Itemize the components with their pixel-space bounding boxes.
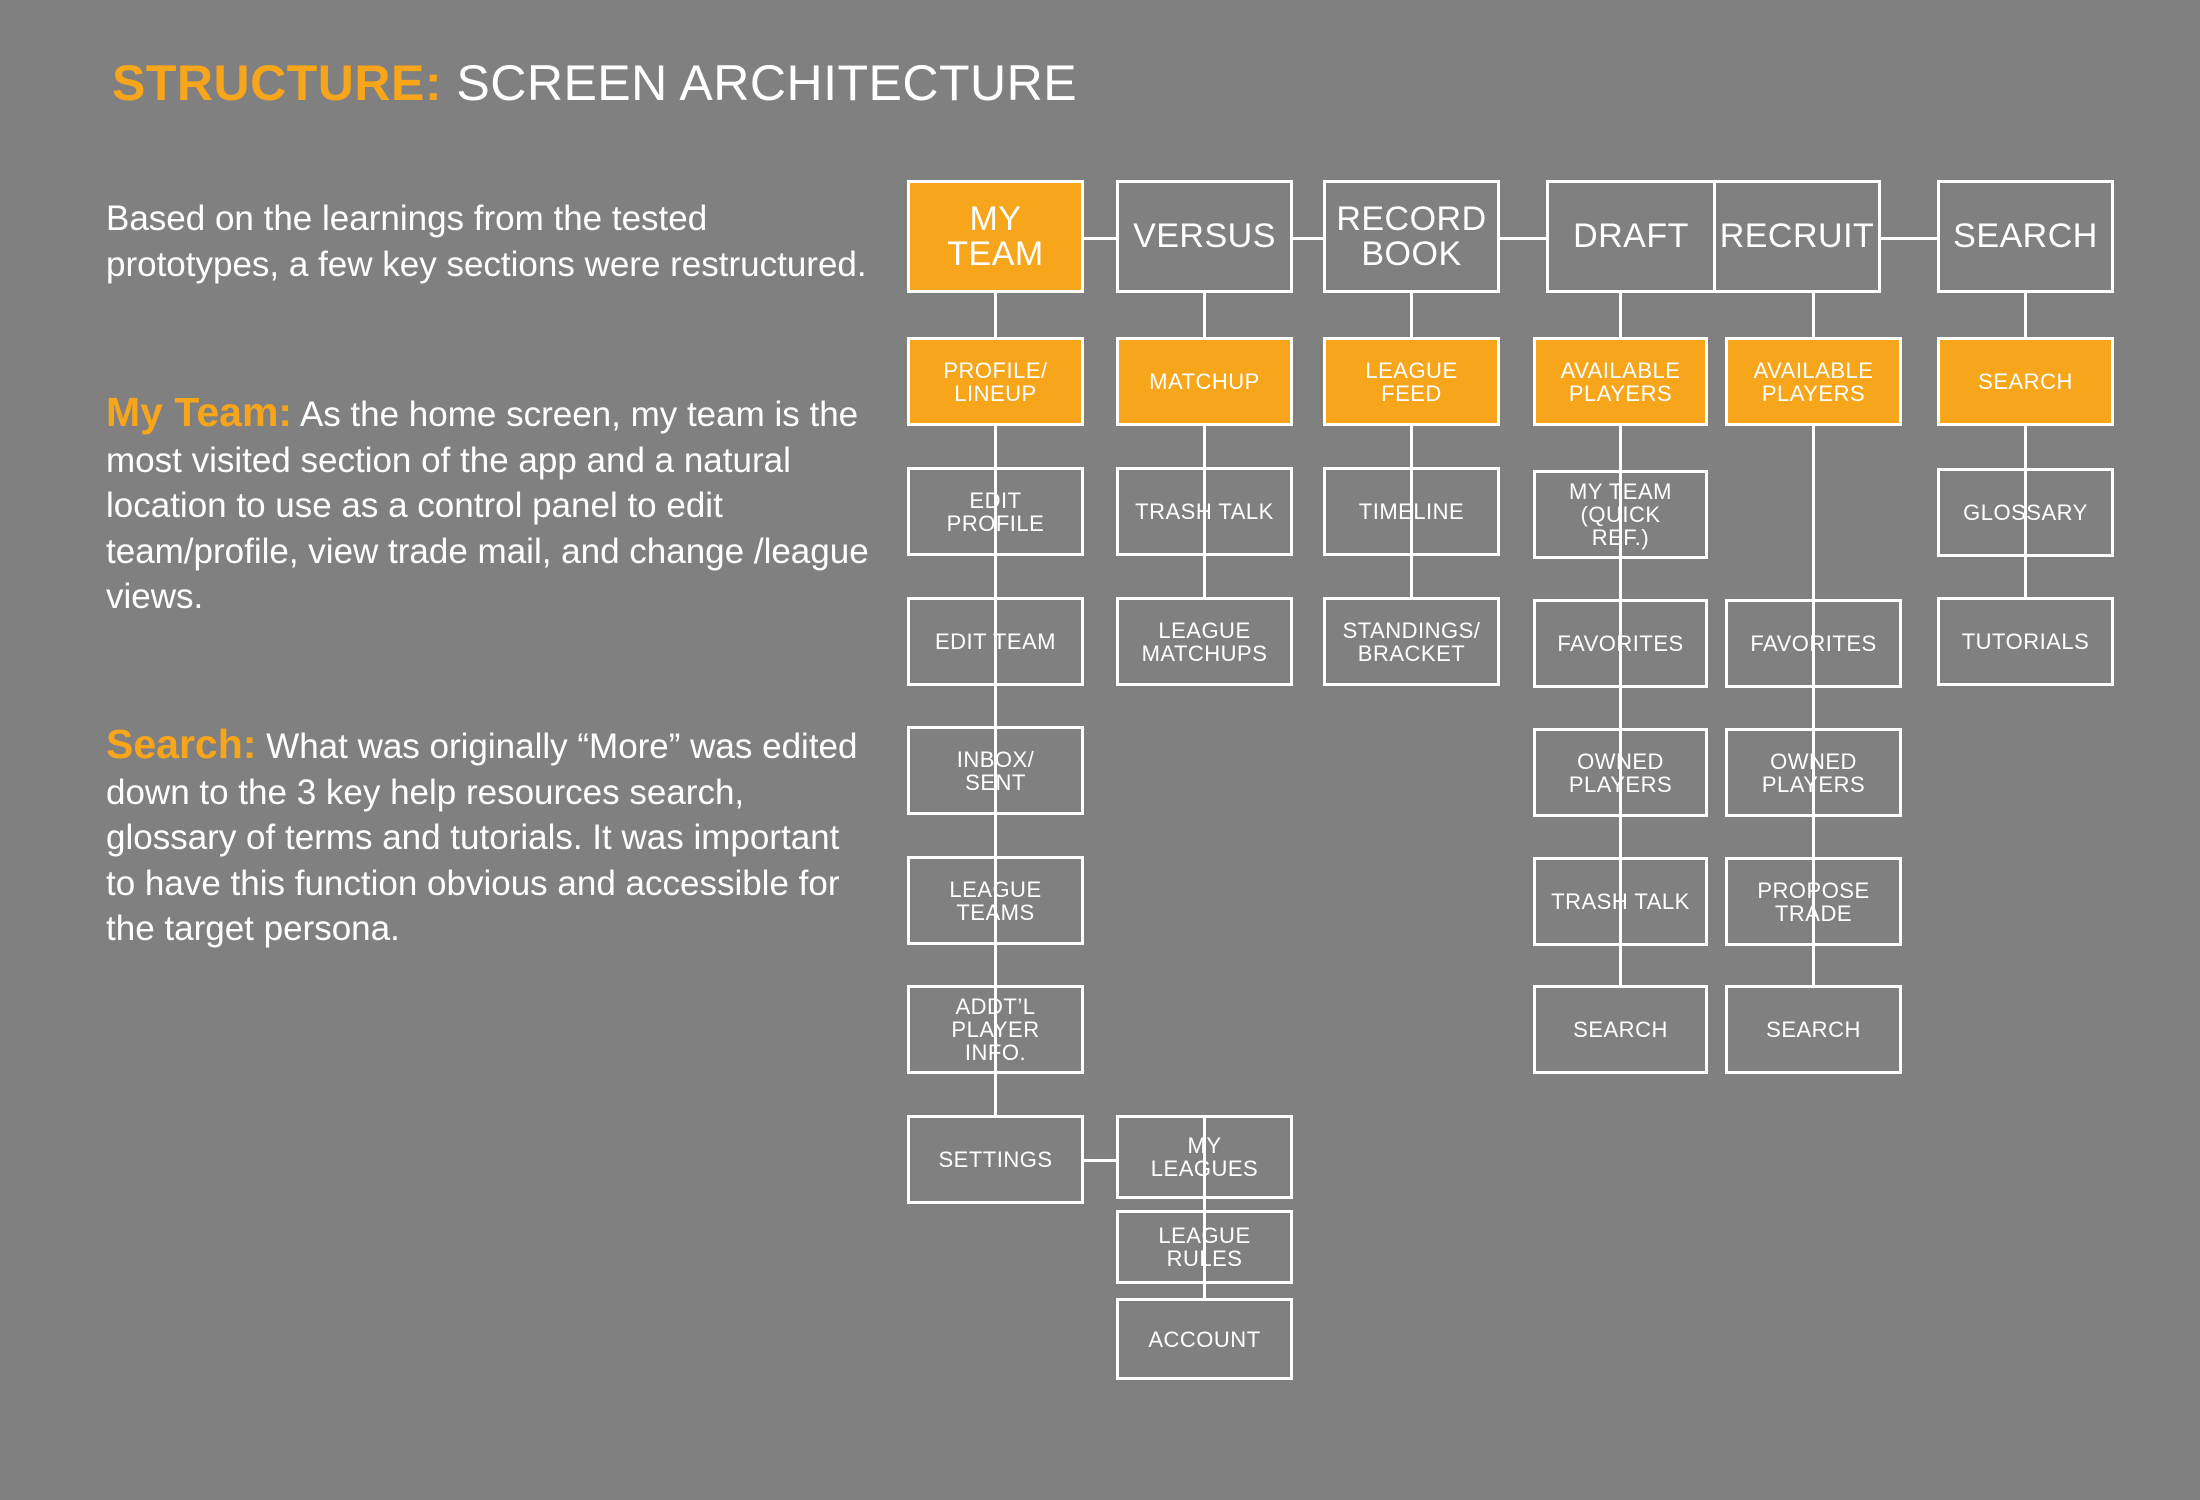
- section-recruit-label: RECRUIT: [1719, 217, 1875, 255]
- connector-line: [1500, 237, 1546, 240]
- recordbook-child-label: STANDINGS/ BRACKET: [1342, 617, 1481, 666]
- draft-child-favorites: [1533, 599, 1708, 688]
- myteam-child-label: SETTINGS: [938, 1147, 1053, 1172]
- settings-child-label: LEAGUE RULES: [1158, 1223, 1251, 1271]
- draft-child-label: OWNED PLAYERS: [1568, 748, 1673, 797]
- myteam-child-label: ADDT’L PLAYER INFO.: [951, 994, 1040, 1065]
- section-recruit-recruit: [1713, 180, 1881, 293]
- section-draft-label: DRAFT: [1573, 217, 1689, 255]
- recruit-child-search: [1725, 985, 1902, 1074]
- versus-child-matchup: [1116, 337, 1293, 426]
- myteam-child-edit-profile: [907, 467, 1084, 556]
- draft-child-my-team-quick-ref: [1533, 470, 1708, 559]
- search-note-text: What was originally “More” was edited down to the 3 key help resources search, glossary of terms and tutorials. It was important to have this function obvious and accessible for the target persona.: [106, 727, 858, 948]
- search-child-glossary: [1937, 468, 2114, 557]
- connector-line: [1881, 237, 1937, 240]
- section-myteam-my-team: [907, 180, 1084, 293]
- recordbook-child-league-feed: [1323, 337, 1500, 426]
- myteam-child-settings: [907, 1115, 1084, 1204]
- myteam-child-label: PROFILE/ LINEUP: [943, 357, 1048, 406]
- recordbook-child-label: LEAGUE FEED: [1365, 357, 1458, 406]
- versus-child-league-matchups: [1116, 597, 1293, 686]
- myteam-child-league-teams: [907, 856, 1084, 945]
- versus-child-label: LEAGUE MATCHUPS: [1141, 617, 1268, 666]
- draft-child-label: SEARCH: [1573, 1017, 1668, 1042]
- search-child-label: GLOSSARY: [1963, 500, 2088, 525]
- myteam-child-label: LEAGUE TEAMS: [949, 876, 1042, 925]
- versus-child-trash-talk: [1116, 467, 1293, 556]
- versus-child-label: MATCHUP: [1149, 369, 1260, 394]
- title-accent: STRUCTURE:: [112, 55, 442, 111]
- draft-child-search: [1533, 985, 1708, 1074]
- recruit-child-label: FAVORITES: [1750, 631, 1877, 656]
- connector-line: [1084, 1159, 1116, 1162]
- search-child-search: [1937, 337, 2114, 426]
- draft-child-owned-players: [1533, 728, 1708, 817]
- myteam-child-edit-team: [907, 597, 1084, 686]
- recordbook-child-label: TIMELINE: [1358, 499, 1465, 524]
- draft-child-label: MY TEAM (QUICK REF.): [1569, 479, 1672, 550]
- my-team-note-lead: My Team:: [106, 389, 293, 435]
- myteam-child-inbox-sent: [907, 726, 1084, 815]
- settings-child-account: [1116, 1298, 1293, 1380]
- section-draft-draft: [1546, 180, 1713, 293]
- recruit-child-label: SEARCH: [1766, 1017, 1861, 1042]
- recordbook-child-standings-bracket: [1323, 597, 1500, 686]
- my-team-note-text: As the home screen, my team is the most visited section of the app and a natural location to use as a control panel to edit team/profile, view trade mail, and change /league views.: [106, 395, 869, 616]
- intro-paragraph: Based on the learnings from the tested prototypes, a few key sections were restructured.: [106, 199, 867, 284]
- settings-child-my-leagues: [1116, 1115, 1293, 1199]
- section-recordbook-label: RECORD BOOK: [1336, 199, 1487, 273]
- search-child-label: TUTORIALS: [1961, 629, 2090, 654]
- section-recordbook-record-book: [1323, 180, 1500, 293]
- recruit-child-available-players: [1725, 337, 1902, 426]
- draft-child-available-players: [1533, 337, 1708, 426]
- section-versus-versus: [1116, 180, 1293, 293]
- recruit-child-propose-trade: [1725, 857, 1902, 946]
- settings-child-league-rules: [1116, 1210, 1293, 1284]
- section-search-search: [1937, 180, 2114, 293]
- recruit-child-label: PROPOSE TRADE: [1757, 877, 1870, 926]
- search-note-lead: Search:: [106, 721, 257, 767]
- section-versus-label: VERSUS: [1133, 217, 1276, 255]
- section-myteam-label: MY TEAM: [947, 199, 1044, 273]
- title-rest: SCREEN ARCHITECTURE: [456, 55, 1078, 111]
- draft-child-label: TRASH TALK: [1551, 889, 1690, 914]
- draft-child-trash-talk: [1533, 857, 1708, 946]
- draft-child-label: AVAILABLE PLAYERS: [1560, 357, 1681, 406]
- settings-child-label: MY LEAGUES: [1150, 1133, 1259, 1181]
- myteam-child-addt-l-player-info: [907, 985, 1084, 1074]
- connector-line: [1084, 237, 1116, 240]
- recruit-child-label: AVAILABLE PLAYERS: [1753, 357, 1874, 406]
- myteam-child-label: INBOX/ SENT: [956, 746, 1035, 795]
- recruit-child-owned-players: [1725, 728, 1902, 817]
- myteam-child-profile-lineup: [907, 337, 1084, 426]
- recruit-child-label: OWNED PLAYERS: [1761, 748, 1866, 797]
- search-child-tutorials: [1937, 597, 2114, 686]
- myteam-child-label: EDIT TEAM: [934, 629, 1057, 654]
- recruit-child-favorites: [1725, 599, 1902, 688]
- connector-line: [1293, 237, 1323, 240]
- section-search-label: SEARCH: [1953, 217, 2098, 255]
- versus-child-label: TRASH TALK: [1135, 499, 1274, 524]
- settings-child-label: ACCOUNT: [1148, 1326, 1261, 1352]
- myteam-child-label: EDIT PROFILE: [946, 487, 1045, 536]
- draft-child-label: FAVORITES: [1557, 631, 1684, 656]
- search-child-label: SEARCH: [1978, 369, 2073, 394]
- recordbook-child-timeline: [1323, 467, 1500, 556]
